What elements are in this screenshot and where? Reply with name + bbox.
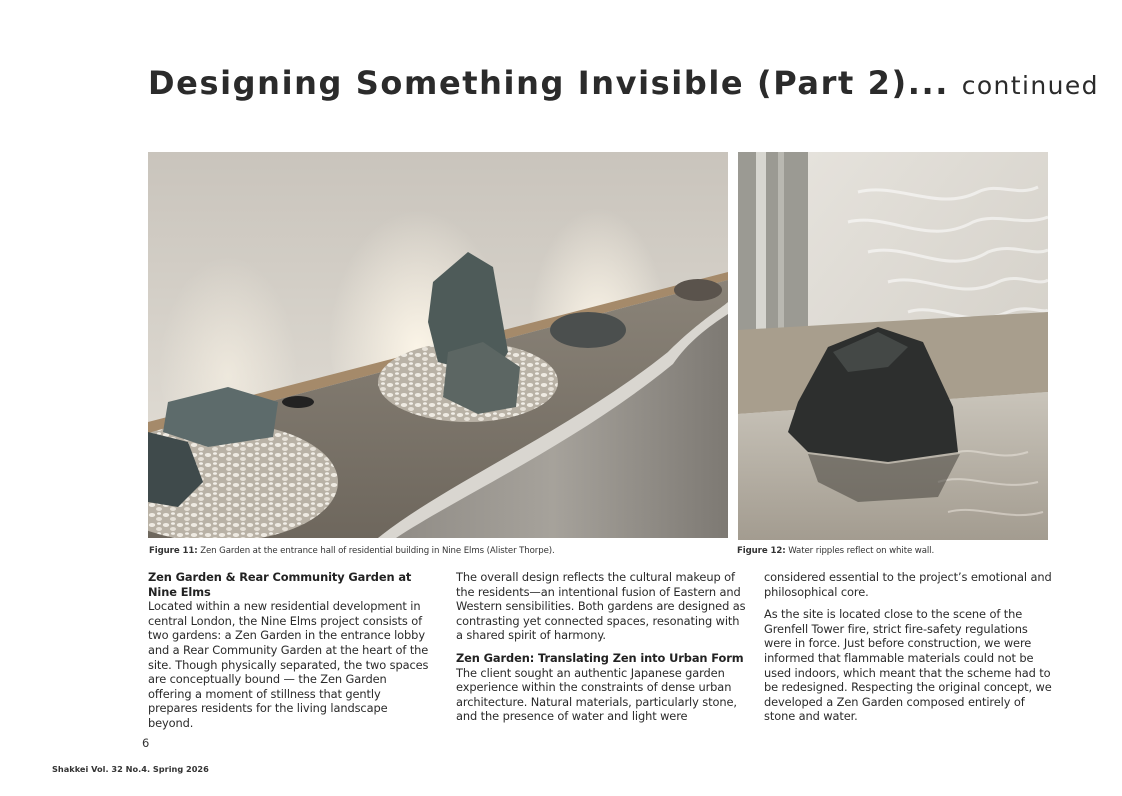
figure-12-label: Figure 12: xyxy=(737,546,786,556)
figure-11-label: Figure 11: xyxy=(149,546,198,556)
paragraph: As the site is located close to the scene of the Grenfell Tower fire, strict fire-safety regulations were in force. Just before construction, we were informed that flammable materials could not be used indoors, which meant that the scheme had to be redesigned. Respecting the original concept, we developed a Zen Garden composed entirely of stone and water. xyxy=(764,607,1052,724)
figure-12-caption-text: Water ripples reflect on white wall. xyxy=(788,546,935,556)
figure-12-caption xyxy=(737,546,934,556)
page-title xyxy=(148,64,1099,102)
text-column-1 xyxy=(148,570,433,731)
paragraph: The client sought an authentic Japanese garden experience within the constraints of dense urban architecture. Natural materials, particularly stone, and the presence of water and light were xyxy=(456,665,737,724)
figure-11-photo xyxy=(148,152,728,538)
paragraph: The overall design reflects the cultural makeup of the residents—an intentional fusion of Eastern and Western sensibilities. Both gardens are designed as contrasting yet connected spaces, resonating with a shared spirit of harmony. xyxy=(456,570,746,643)
footer-publication: Shakkei Vol. 32 No.4. Spring 2026 xyxy=(52,764,209,774)
section-heading-nine-elms: Zen Garden & Rear Community Garden at Nine Elms xyxy=(148,570,412,599)
figure-11-caption xyxy=(149,546,555,556)
paragraph: considered essential to the project’s emotional and philosophical core. xyxy=(764,570,1052,599)
paragraph: Located within a new residential development in central London, the Nine Elms project consists of two gardens: a Zen Garden in the entrance lobby and a Rear Community Garden at the heart of the site. Though physically separated, the two spaces are conceptually bound — the Zen Garden offering a moment of stillness that gently prepares residents for the living landscape beyond. xyxy=(148,599,429,730)
page-number: 6 xyxy=(142,736,150,750)
title-continued: continued xyxy=(961,71,1099,100)
text-column-3 xyxy=(764,570,1056,724)
figure-12-photo xyxy=(738,152,1048,540)
section-heading-zen-garden: Zen Garden: Translating Zen into Urban Form xyxy=(456,650,744,665)
title-main: Designing Something Invisible (Part 2)... xyxy=(148,64,949,102)
text-column-2 xyxy=(456,570,746,724)
figure-11-caption-text: Zen Garden at the entrance hall of residential building in Nine Elms (Alister Thorpe). xyxy=(200,546,555,556)
